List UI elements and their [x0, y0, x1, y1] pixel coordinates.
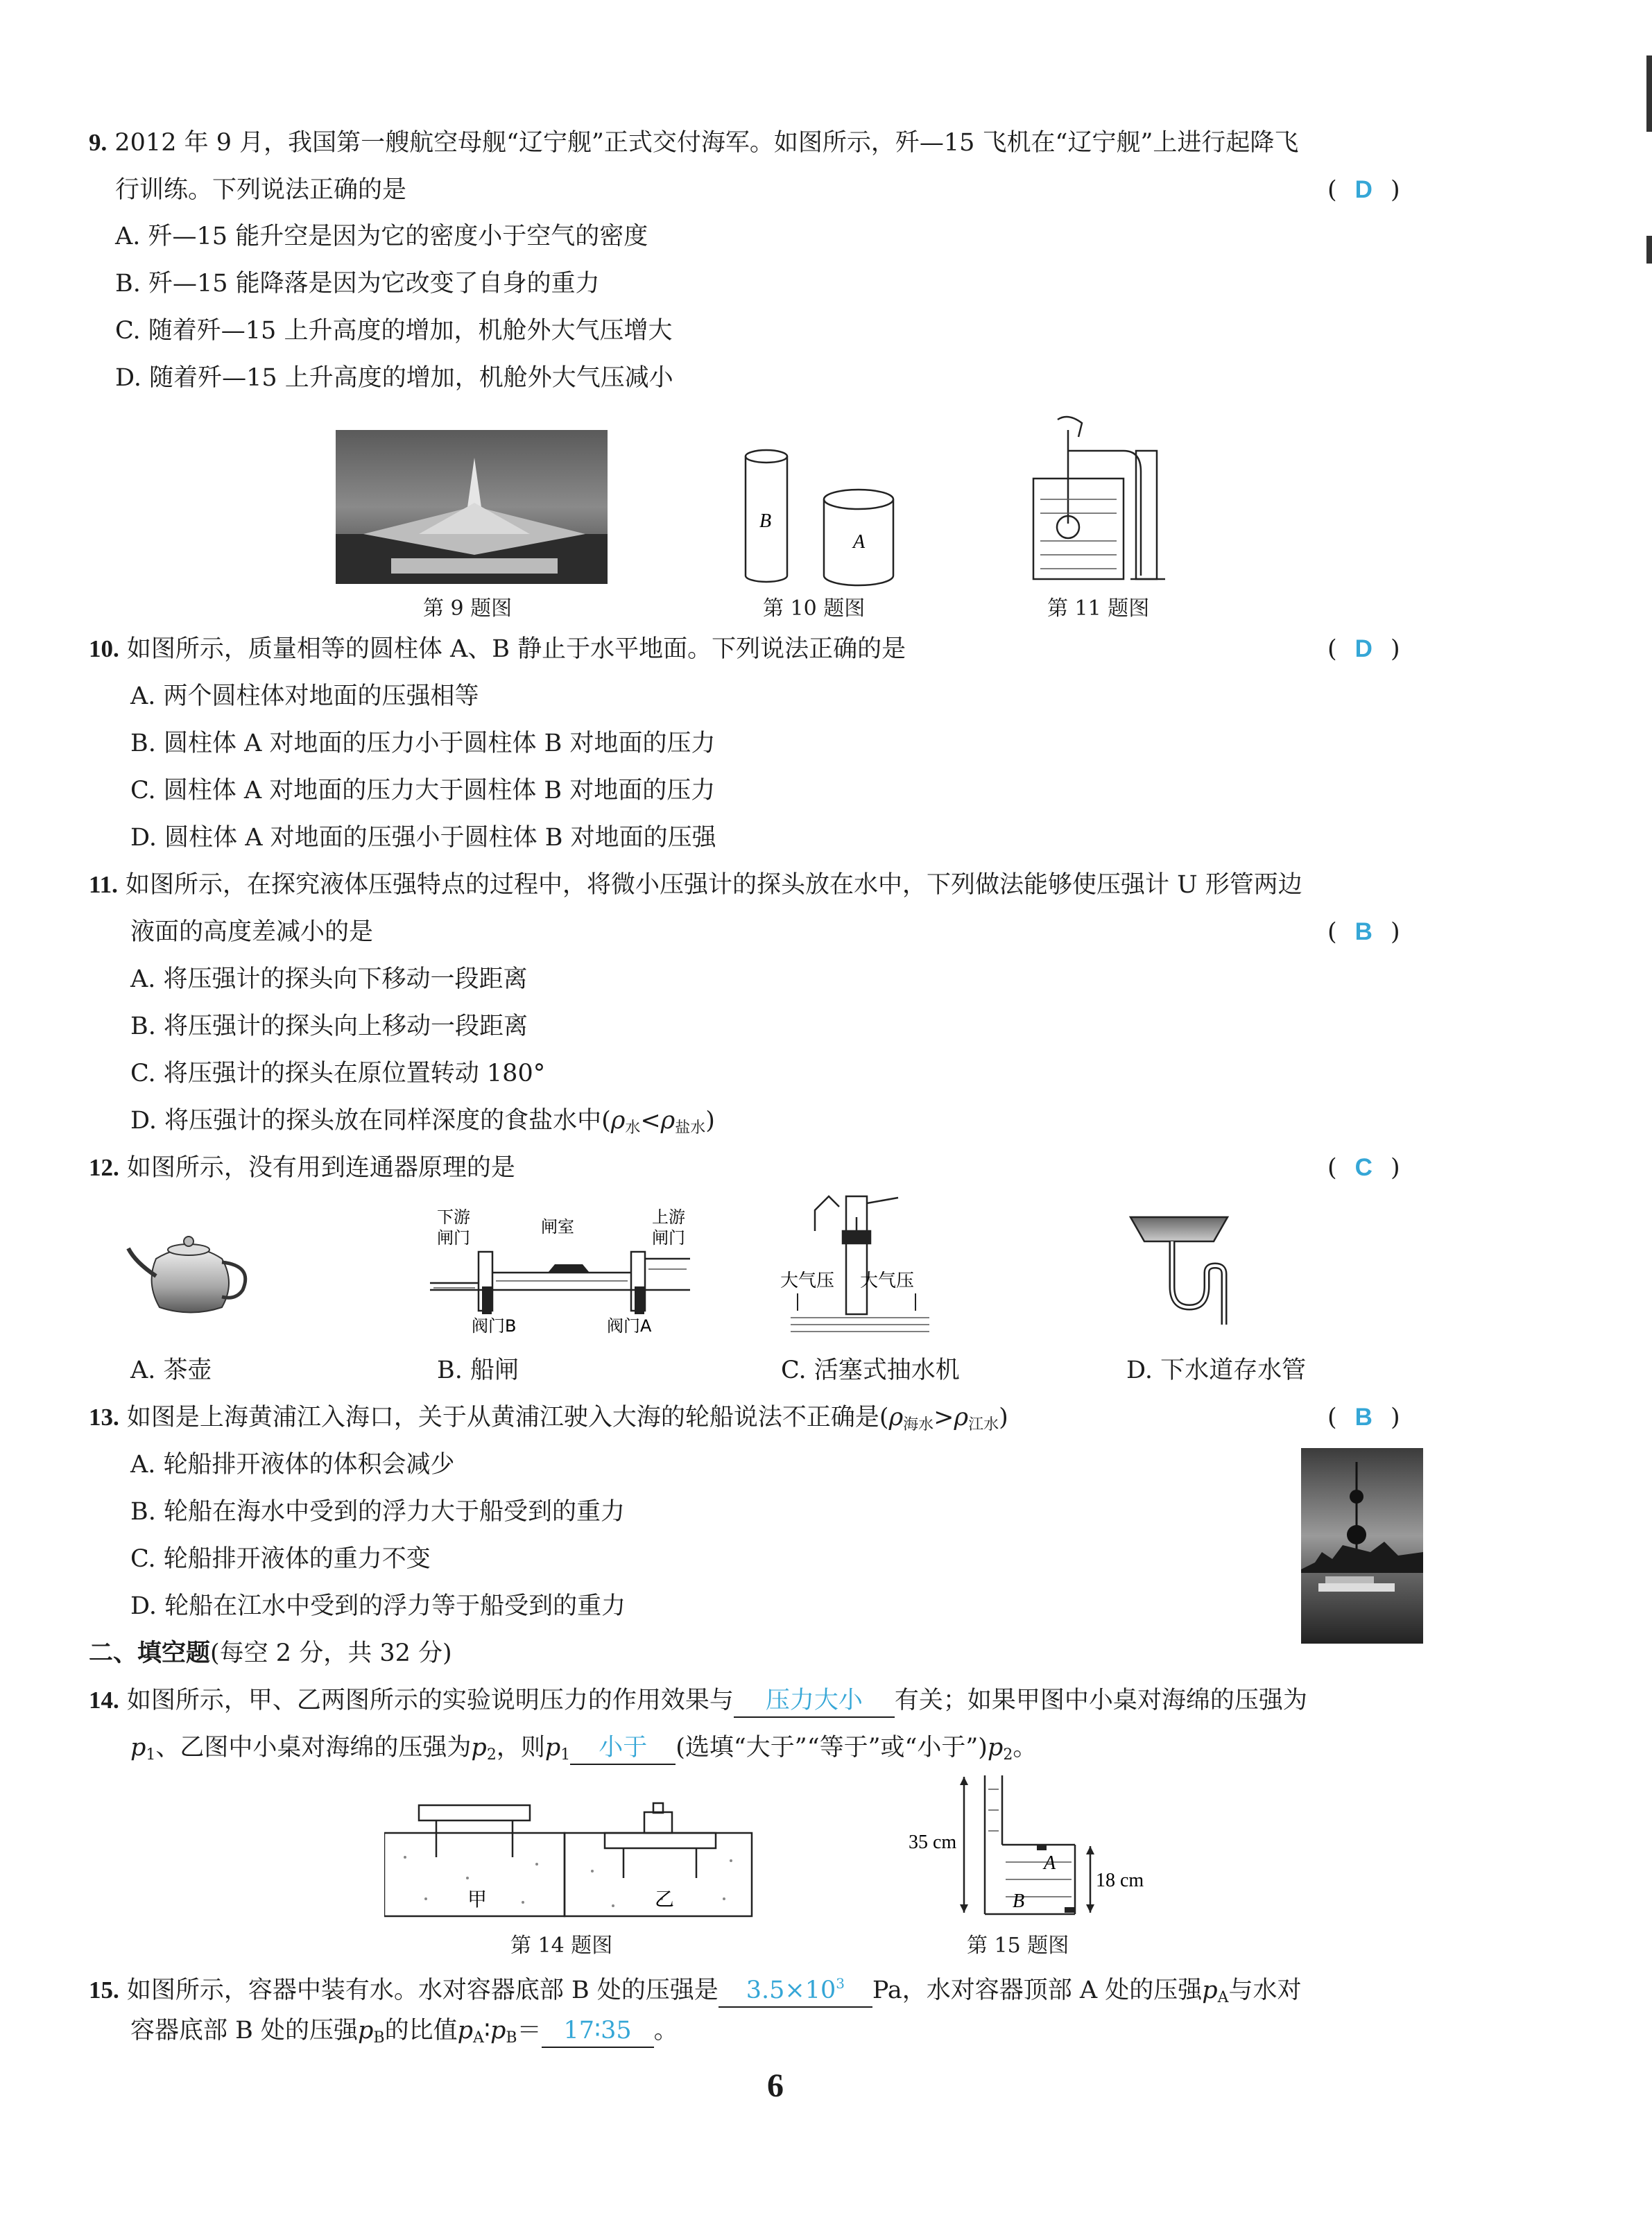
q14-text-2b: ，则 — [496, 1734, 545, 1762]
q13-option-d: D. 轮船在江水中受到的浮力等于船受到的重力 — [130, 1592, 626, 1620]
fig15-label-a: A — [1044, 1852, 1056, 1874]
q9-line2 — [115, 174, 406, 206]
q9-line1 — [89, 127, 1298, 159]
fig15-container — [909, 1768, 1179, 1921]
q13-number: 13. — [89, 1404, 119, 1431]
q13-answer-box: ( B ) — [1327, 1404, 1400, 1431]
q14-text-2a: 、乙图中小桌对海绵的压强为 — [155, 1734, 472, 1762]
fig10-cylinders — [735, 444, 922, 589]
q15-text-1a: 如图所示，容器中装有水。水对容器底部 B 处的压强是 — [126, 1977, 719, 2004]
q14-sub2-again: 2 — [1003, 1746, 1013, 1764]
q13-rho-sea: ρ — [888, 1404, 904, 1431]
q10-text-1: 如图所示，质量相等的圆柱体 A、B 静止于水平地面。下列说法正确的是 — [126, 635, 906, 663]
q9-option-a: A. 歼—15 能升空是因为它的密度小于空气的密度 — [115, 223, 648, 250]
fig9-photo — [336, 430, 608, 584]
q9-option-d: D. 随着歼—15 上升高度的增加，机舱外大气压减小 — [115, 364, 673, 392]
fig9-caption: 第 9 题图 — [423, 596, 513, 621]
pump-atm-label-1: 大气压 — [780, 1271, 835, 1291]
q15-text-2a: 容器底部 B 处的压强 — [130, 2017, 358, 2044]
q10-line1 — [89, 633, 906, 665]
fig14-label-yi: 乙 — [655, 1888, 675, 1911]
q15-answer-1: 3.5×10 — [746, 1977, 836, 2004]
fig15-caption: 第 15 题图 — [967, 1934, 1069, 1958]
q14-blank-2 — [570, 1732, 676, 1765]
q13-greater-than: > — [933, 1404, 954, 1431]
q10-answer-box: ( D ) — [1327, 635, 1400, 663]
q12-text-1: 如图所示，没有用到连通器原理的是 — [126, 1154, 515, 1182]
q13-option-b: B. 轮船在海水中受到的浮力大于船受到的重力 — [130, 1498, 625, 1526]
q14-answer-1: 压力大小 — [765, 1687, 863, 1714]
q11-sub-water: 水 — [625, 1119, 641, 1137]
q12-option-c: C. 活塞式抽水机 — [781, 1357, 960, 1384]
lock-valve-a-label: 阀门A — [607, 1316, 652, 1335]
lock-valve-b-label: 阀门B — [472, 1316, 517, 1335]
q13-close: ) — [999, 1404, 1008, 1431]
q13-rho-river: ρ — [954, 1404, 969, 1431]
q15-sub-a: A — [1217, 1989, 1229, 2006]
q14-text-1a: 如图所示，甲、乙两图所示的实验说明压力的作用效果与 — [126, 1687, 734, 1714]
q11-rho-salt: ρ — [660, 1107, 676, 1135]
q9-text-2: 行训练。下列说法正确的是 — [115, 176, 407, 204]
q14-number: 14. — [89, 1687, 119, 1714]
fig12c-piston-pump — [777, 1189, 943, 1335]
lock-upstream-label: 上游 — [652, 1207, 685, 1227]
scan-edge-mark-2 — [1646, 236, 1652, 264]
q15-equals: ＝ — [517, 2017, 542, 2044]
q9-answer-box: ( D ) — [1327, 176, 1400, 204]
q11-option-d-text: D. 将压强计的探头放在同样深度的食盐水中( — [130, 1107, 611, 1135]
section2-title: 二、填空题 — [89, 1639, 211, 1667]
fig13-huangpu-photo — [1301, 1448, 1423, 1644]
q13-option-c: C. 轮船排开液体的重力不变 — [130, 1545, 431, 1573]
q11-option-c: C. 将压强计的探头在原位置转动 180° — [130, 1060, 546, 1087]
q15-sub-b-ratio: B — [506, 2029, 517, 2047]
fig14-label-jia: 甲 — [467, 1888, 488, 1911]
section2-note: (每空 2 分，共 32 分) — [210, 1639, 452, 1667]
q10-option-b: B. 圆柱体 A 对地面的压力小于圆柱体 B 对地面的压力 — [130, 730, 716, 757]
q12-line1 — [89, 1152, 515, 1184]
q11-rho-water: ρ — [610, 1107, 626, 1135]
q11-option-a: A. 将压强计的探头向下移动一段距离 — [130, 965, 528, 993]
q15-line2 — [130, 2015, 678, 2054]
q15-sub-a-ratio: A — [472, 2029, 484, 2047]
q9-number: 9. — [89, 129, 107, 156]
q15-blank-1 — [719, 1967, 872, 2008]
q15-pb-ratio: p — [490, 2017, 506, 2044]
q15-colon: ∶ — [483, 2017, 490, 2044]
q12-number: 12. — [89, 1154, 119, 1181]
q13-line1 — [89, 1402, 1008, 1441]
q11-text-2: 液面的高度差减小的是 — [130, 918, 374, 946]
q11-number: 11. — [89, 871, 118, 898]
fig10-label-a: A — [853, 531, 866, 553]
q14-blank-1 — [734, 1685, 895, 1718]
fig12a-teapot — [125, 1221, 257, 1325]
q11-less-than: < — [640, 1107, 661, 1135]
q15-number: 15. — [89, 1977, 119, 2004]
q14-sub2: 2 — [486, 1746, 497, 1764]
q15-answer-1-exp: 3 — [836, 1975, 845, 1992]
fig11-pressure-gauge — [1019, 409, 1186, 589]
q9-text-1: 2012 年 9 月，我国第一艘航空母舰“辽宁舰”正式交付海军。如图所示，歼—15 飞机在“辽宁舰”上进行起降飞 — [114, 129, 1299, 157]
fig15-label-35cm: 35 cm — [909, 1832, 957, 1853]
q11-sub-salt: 盐水 — [675, 1119, 706, 1137]
q14-answer-2: 小于 — [599, 1734, 648, 1762]
fig10-caption: 第 10 题图 — [763, 596, 866, 621]
fig14-sponge-table — [384, 1795, 756, 1920]
q14-text-2d: 。 — [1013, 1734, 1038, 1762]
q12-option-a: A. 茶壶 — [130, 1357, 212, 1384]
q15-text-2c: 。 — [653, 2017, 678, 2044]
q13-sub-sea: 海水 — [903, 1416, 934, 1433]
q15-answer-2: 17∶35 — [563, 2017, 632, 2044]
q11-line2 — [130, 916, 373, 948]
fig12d-drain-trap — [1124, 1210, 1248, 1328]
q11-option-d-close: ) — [705, 1107, 715, 1135]
q10-option-c: C. 圆柱体 A 对地面的压力大于圆柱体 B 对地面的压力 — [130, 777, 716, 804]
q15-text-1c: 与水对 — [1228, 1977, 1302, 2004]
q10-number: 10. — [89, 635, 119, 662]
lock-gate-label-1: 闸门 — [437, 1228, 470, 1248]
fig14-caption: 第 14 题图 — [510, 1934, 613, 1958]
q14-p1-again: p — [544, 1734, 561, 1762]
q14-text-1b: 有关；如果甲图中小桌对海绵的压强为 — [894, 1687, 1307, 1714]
lock-downstream-label: 下游 — [437, 1207, 470, 1227]
q14-p1: p — [130, 1734, 146, 1762]
fig11-caption: 第 11 题图 — [1047, 596, 1150, 621]
q15-sub-b: B — [373, 2029, 385, 2047]
q10-option-a: A. 两个圆柱体对地面的压强相等 — [130, 682, 479, 710]
q10-answer: D — [1354, 635, 1373, 662]
q13-sub-river: 江水 — [968, 1416, 999, 1433]
q14-line2 — [130, 1732, 1037, 1771]
q15-pa: p — [1202, 1977, 1218, 2004]
q9-answer: D — [1354, 176, 1373, 203]
q11-text-1: 如图所示，在探究液体压强特点的过程中，将微小压强计的探头放在水中，下列做法能够使压强计 U 形管两边 — [125, 871, 1302, 899]
q11-answer-box: ( B ) — [1327, 918, 1400, 946]
q14-p2-again: p — [987, 1734, 1004, 1762]
lock-gate-label-2: 闸门 — [652, 1228, 685, 1248]
q15-text-1b: Pa，水对容器顶部 A 处的压强 — [872, 1977, 1203, 2004]
q9-option-c: C. 随着歼—15 上升高度的增加，机舱外大气压增大 — [115, 317, 673, 345]
q15-pa-ratio: p — [457, 2017, 473, 2044]
q11-line1 — [89, 869, 1302, 901]
q15-blank-2 — [542, 2015, 654, 2048]
q14-line1 — [89, 1685, 1307, 1718]
q13-text-1: 如图是上海黄浦江入海口，关于从黄浦江驶入大海的轮船说法不正确是( — [126, 1404, 889, 1431]
q11-answer: B — [1354, 918, 1373, 945]
q14-text-2c: (选填“大于”“等于”或“小于”) — [676, 1734, 988, 1762]
q14-p2: p — [471, 1734, 487, 1762]
q13-option-a: A. 轮船排开液体的体积会减少 — [130, 1451, 455, 1479]
lock-chamber-label: 闸室 — [541, 1217, 574, 1237]
q14-sub1: 1 — [146, 1746, 156, 1764]
q14-sub1-again: 1 — [560, 1746, 571, 1764]
fig12b-ship-lock — [430, 1203, 694, 1335]
page-number: 6 — [767, 2067, 784, 2104]
q13-answer: B — [1354, 1404, 1373, 1431]
q12-option-d: D. 下水道存水管 — [1126, 1357, 1307, 1384]
q11-option-b: B. 将压强计的探头向上移动一段距离 — [130, 1013, 528, 1040]
q10-option-d: D. 圆柱体 A 对地面的压强小于圆柱体 B 对地面的压强 — [130, 824, 716, 852]
q9-option-b: B. 歼—15 能降落是因为它改变了自身的重力 — [115, 270, 600, 298]
fig10-label-b: B — [759, 510, 772, 532]
scan-edge-mark-1 — [1646, 55, 1652, 132]
q12-option-b: B. 船闸 — [437, 1357, 519, 1384]
q15-pb: p — [357, 2017, 374, 2044]
q11-option-d — [130, 1105, 715, 1144]
section2-heading — [89, 1637, 452, 1669]
fig15-label-18cm: 18 cm — [1096, 1870, 1144, 1891]
q12-answer: C — [1354, 1154, 1373, 1181]
q15-text-2b: 的比值 — [384, 2017, 458, 2044]
q15-line1 — [89, 1967, 1302, 2014]
q12-answer-box: ( C ) — [1327, 1154, 1400, 1182]
pump-atm-label-2: 大气压 — [860, 1271, 915, 1291]
fig15-label-b: B — [1013, 1891, 1025, 1912]
